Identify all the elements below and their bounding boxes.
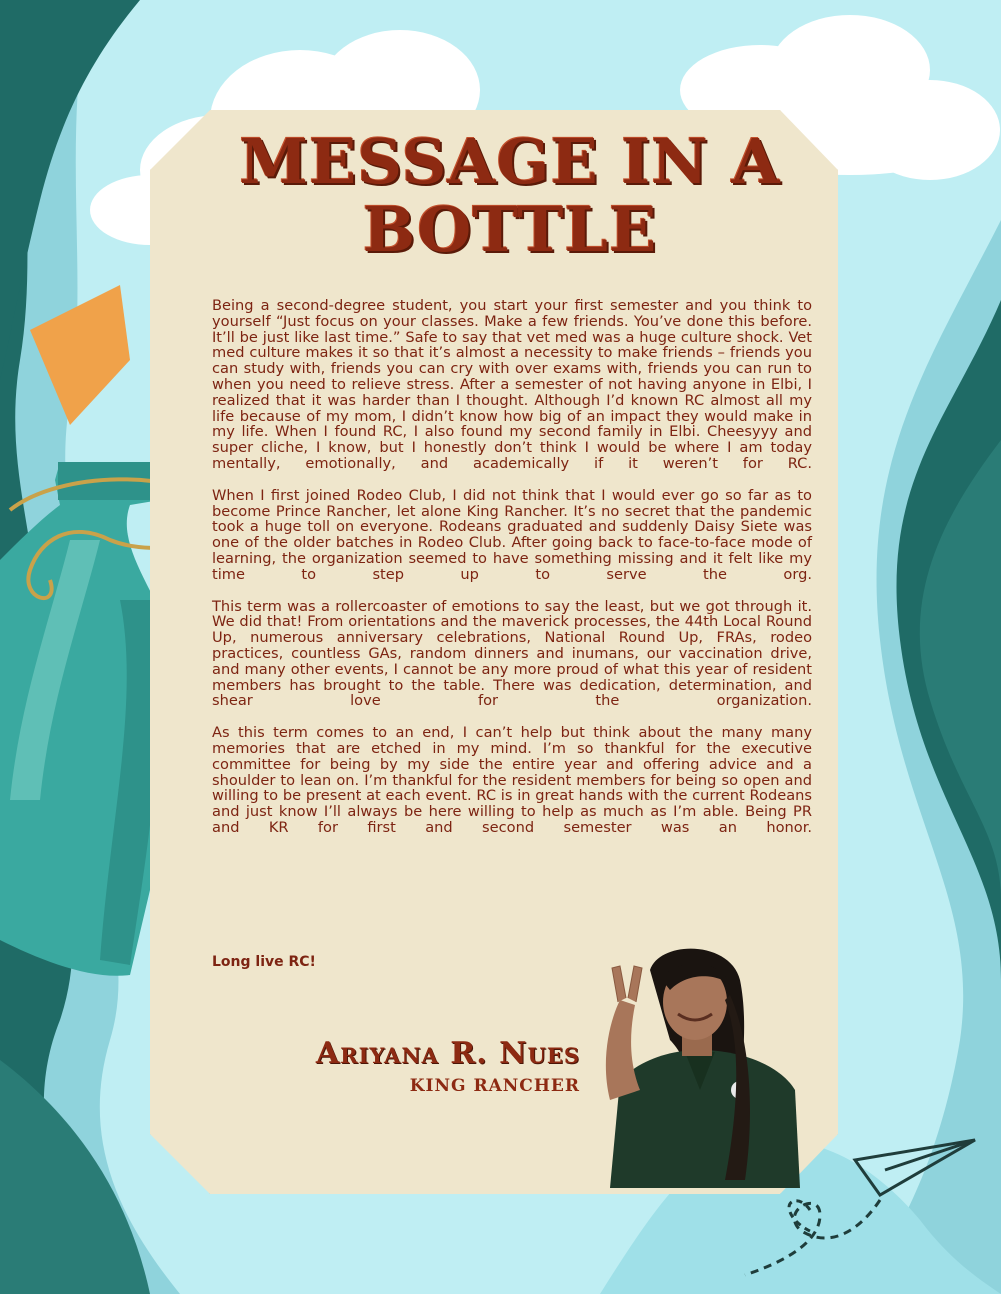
paragraph: When I first joined Rodeo Club, I did not think that I would ever go so far as to become Prince Rancher, let alone King Rancher. It’s no secret that the pandemic took a huge toll on everyone. Rodeans graduated and suddenly Daisy Siete was one of the older batches in Rodeo Club. After going back to face-to-face mode of learning, the organization seemed to have something missing and it felt like my time to step up to serve the org. [212, 486, 812, 583]
paragraph: Being a second-degree student, you start your first semester and you think to yourself “Just focus on your classes. Make a few friends. You’ve done this before. It’ll be just like last time.” Safe to say that vet med was a huge culture shock. Vet med culture makes it so that it’s almost a necessity to make friends – friends you can study with, friends you can cry with over exams with, friends you can run to when you need to relieve stress. After a semester of not having anyone in Elbi, I realized that it was harder than I thought. Although I’d known RC almost all my life because of my mom, I didn’t know how big of an impact they would make in my life. When I found RC, I also found my second family in Elbi. Cheesyyy and super cliche, I know, but I honestly don’t think I would be where I am today mentally, emotionally, and academically if it weren’t for RC. [212, 297, 812, 472]
closing-line: Long live RC! [212, 954, 316, 970]
signature-name: Ariyana R. Nues [315, 1036, 580, 1071]
paragraph: As this term comes to an end, I can’t help but think about the many many memories that are etched in my mind. I’m so thankful for the executive committee for being by my side the entire year and offering advice and a shoulder to lean on. I’m thankful for the resident members for being so open and willing to be present at each event. RC is in great hands with the current Rodeans and just know I’ll always be here willing to help as much as I’m able. Being PR and KR for first and second semester was an honor. [212, 724, 812, 836]
page-title: MESSAGE IN A BOTTLE [239, 125, 781, 266]
letter-body [212, 298, 812, 852]
paragraph: This term was a rollercoaster of emotions to say the least, but we got through it. We did that! From orientations and the maverick processes, the 44th Local Round Up, numerous anniversary celebrations, National Round Up, FRAs, rodeo practices, countless GAs, random dinners and inumans, our vaccination drive, and many other events, I cannot be any more proud of what this year of resident members has brought to the table. There was dedication, determination, and shear love for the organization. [212, 597, 812, 710]
author-photo [590, 940, 810, 1188]
signature-role: KING RANCHER [409, 1076, 580, 1096]
